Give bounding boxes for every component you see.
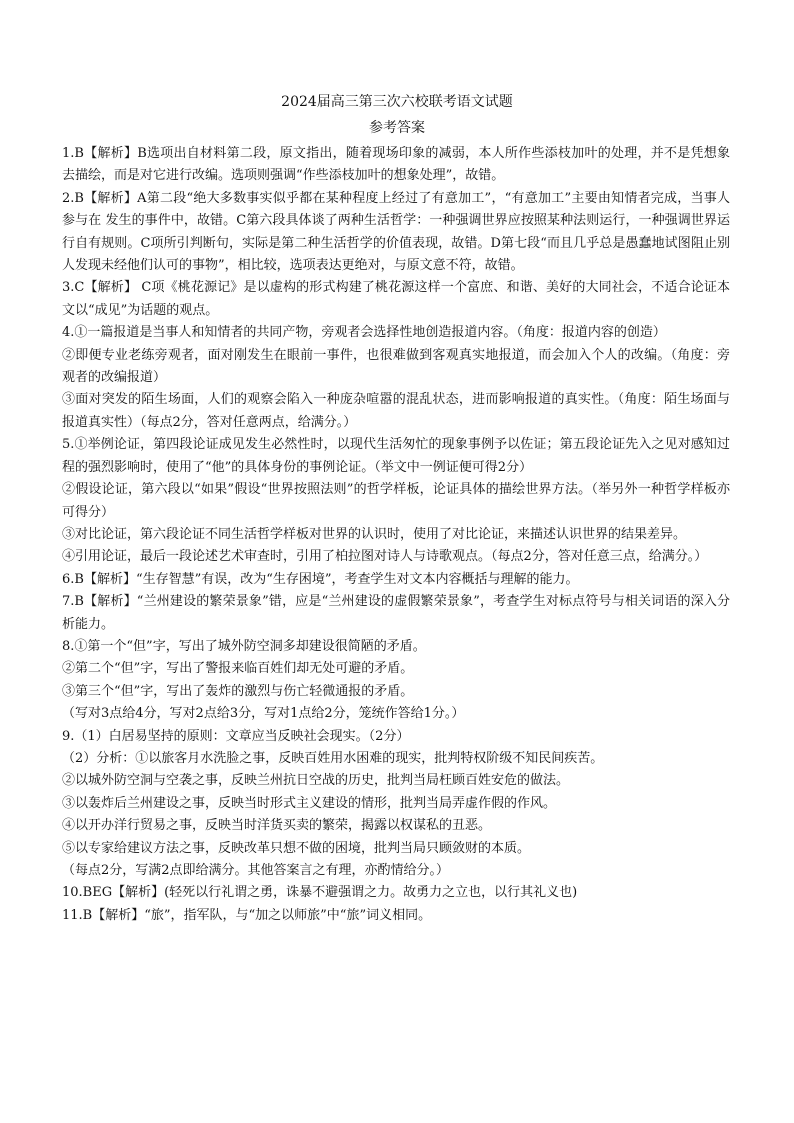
answer-paragraph: ②即便专业老练旁观者，面对刚发生在眼前一事件，也很难做到客观真实地报道，而会加入个人的改编。（角度：旁观者的改编报道） (62, 347, 730, 386)
answer-paragraph: （每点2分，写满2点即给满分。其他答案言之有理，亦酌情给分。） (62, 863, 450, 878)
answer-paragraph: （2）分析：①以旅客月水洗脸之事，反映百姓用水困难的现实，批判特权阶级不知民间疾苦。 (62, 750, 604, 766)
answer-paragraph: ③对比论证，第六段论证不同生活哲学样板对世界的认识时，使用了对比论证，来描述认识世界的结果差异。 (62, 526, 687, 542)
answer-paragraph: ②以城外防空洞与空袭之事，反映兰州抗日空战的历史，批判当局枉顾百姓安危的做法。 (62, 773, 570, 789)
answer-paragraph: 1.B【解析】B选项出自材料第二段，原文指出，随着现场印象的减弱，本人所作些添枝加叶的处理，并不是凭想象去描绘，而是对它进行改编。选项则强调“作些添枝加叶的想象处理”，故错。 (62, 146, 730, 184)
answer-paragraph: ②假设论证，第六段以“如果”假设“世界按照法则”的哲学样板，论证具体的描绘世界方法。（举另外一种哲学样板亦可得分） (62, 482, 730, 520)
answer-paragraph: ④以开办洋行贸易之事，反映当时洋货买卖的繁荣，揭露以权谋私的丑恶。 (62, 818, 492, 834)
answer-paragraph: 5.①举例论证，第四段论证成见发生必然性时，以现代生活匆忙的现象事例予以佐证；第五段论证先入之见对感知过程的强烈影响时，使用了“他”的具体身份的事例论证。（举文中一例证便可得2分） (62, 437, 730, 475)
answer-paragraph: 9.（1）白居易坚持的原则：文章应当反映社会现实。（2分） (62, 728, 410, 744)
answer-paragraph: ③第三个“但”字，写出了轰炸的激烈与伤亡轻微通报的矛盾。 (62, 683, 414, 699)
answer-paragraph: ③面对突发的陌生场面，人们的观察会陷入一种庞杂喧嚣的混乱状态，进而影响报道的真实性。（角度：陌生场面与报道真实性）（每点2分，答对任意两点，给满分。） (62, 392, 730, 430)
answer-paragraph: 8.①第一个“但”字，写出了城外防空洞多却建设很简陋的矛盾。 (62, 638, 426, 654)
answer-paragraph: ④引用论证，最后一段论述艺术审查时，引用了柏拉图对诗人与诗歌观点。（每点2分，答对任意三点，给满分。） (62, 549, 708, 565)
answer-paragraph: 3.C【解析】 C项《桃花源记》是以虚构的形式构建了桃花源这样一个富庶、和谐、美好的大同社会，不适合论证本文以“成见”为话题的观点。 (62, 280, 730, 318)
answer-paragraph: 7.B【解析】“兰州建设的繁荣景象”错，应是“兰州建设的虚假繁荣景象”，考查学生对标点符号与相关词语的深入分析能力。 (62, 594, 730, 632)
answer-paragraph: 6.B【解析】“生存智慧”有误，改为“生存困境”，考查学生对文本内容概括与理解的能力。 (62, 571, 579, 587)
page-title: 2024届高三第三次六校联考语文试题 (281, 94, 513, 110)
answer-paragraph: 11.B【解析】“旅”，指军队，与“加之以师旅”中“旅”词义相同。 (62, 907, 432, 923)
answer-paragraph: ⑤以专家给建议方法之事，反映改革只想不做的困境，批判当局只顾敛财的本质。 (62, 840, 531, 856)
answer-paragraph: ③以轰炸后兰州建设之事，反映当时形式主义建设的情形，批判当局弄虚作假的作风。 (62, 795, 557, 811)
answer-paragraph: （写对3点给4分，写对2点给3分，写对1点给2分，笼统作答给1分。） (62, 706, 465, 722)
answer-paragraph: 2.B【解析】A第二段“绝大多数事实似乎都在某种程度上经过了有意加工”，“有意加工”主要由知情者完成，当事人参与在 发生的事件中，故错。C第六段具体谈了两种生活哲学：一种强调世界应按照某种法则运行，一种强调世界运行自有规则。C项所引判断句，实际是第二种生活哲学的价值表现，故错。D第七段“而且几乎总是愚蠢地试图阻止别人发现未经他们认可的事物”，相比较，选项表达更绝对，与原文意不符，故错。 (62, 190, 730, 274)
answer-paragraph: ②第二个“但”字，写出了警报来临百姓们却无处可避的矛盾。 (62, 661, 414, 677)
answer-paragraph: 10.BEG【解析】(轻死以行礼谓之勇，诛暴不避强谓之力。故勇力之立也，以行其礼义也) (62, 885, 578, 901)
answer-content (62, 143, 730, 927)
answer-paragraph: 4.①一篇报道是当事人和知情者的共同产物，旁观者会选择性地创造报道内容。（角度：报道内容的创造） (62, 325, 666, 341)
page-subtitle: 参考答案 (369, 120, 425, 136)
